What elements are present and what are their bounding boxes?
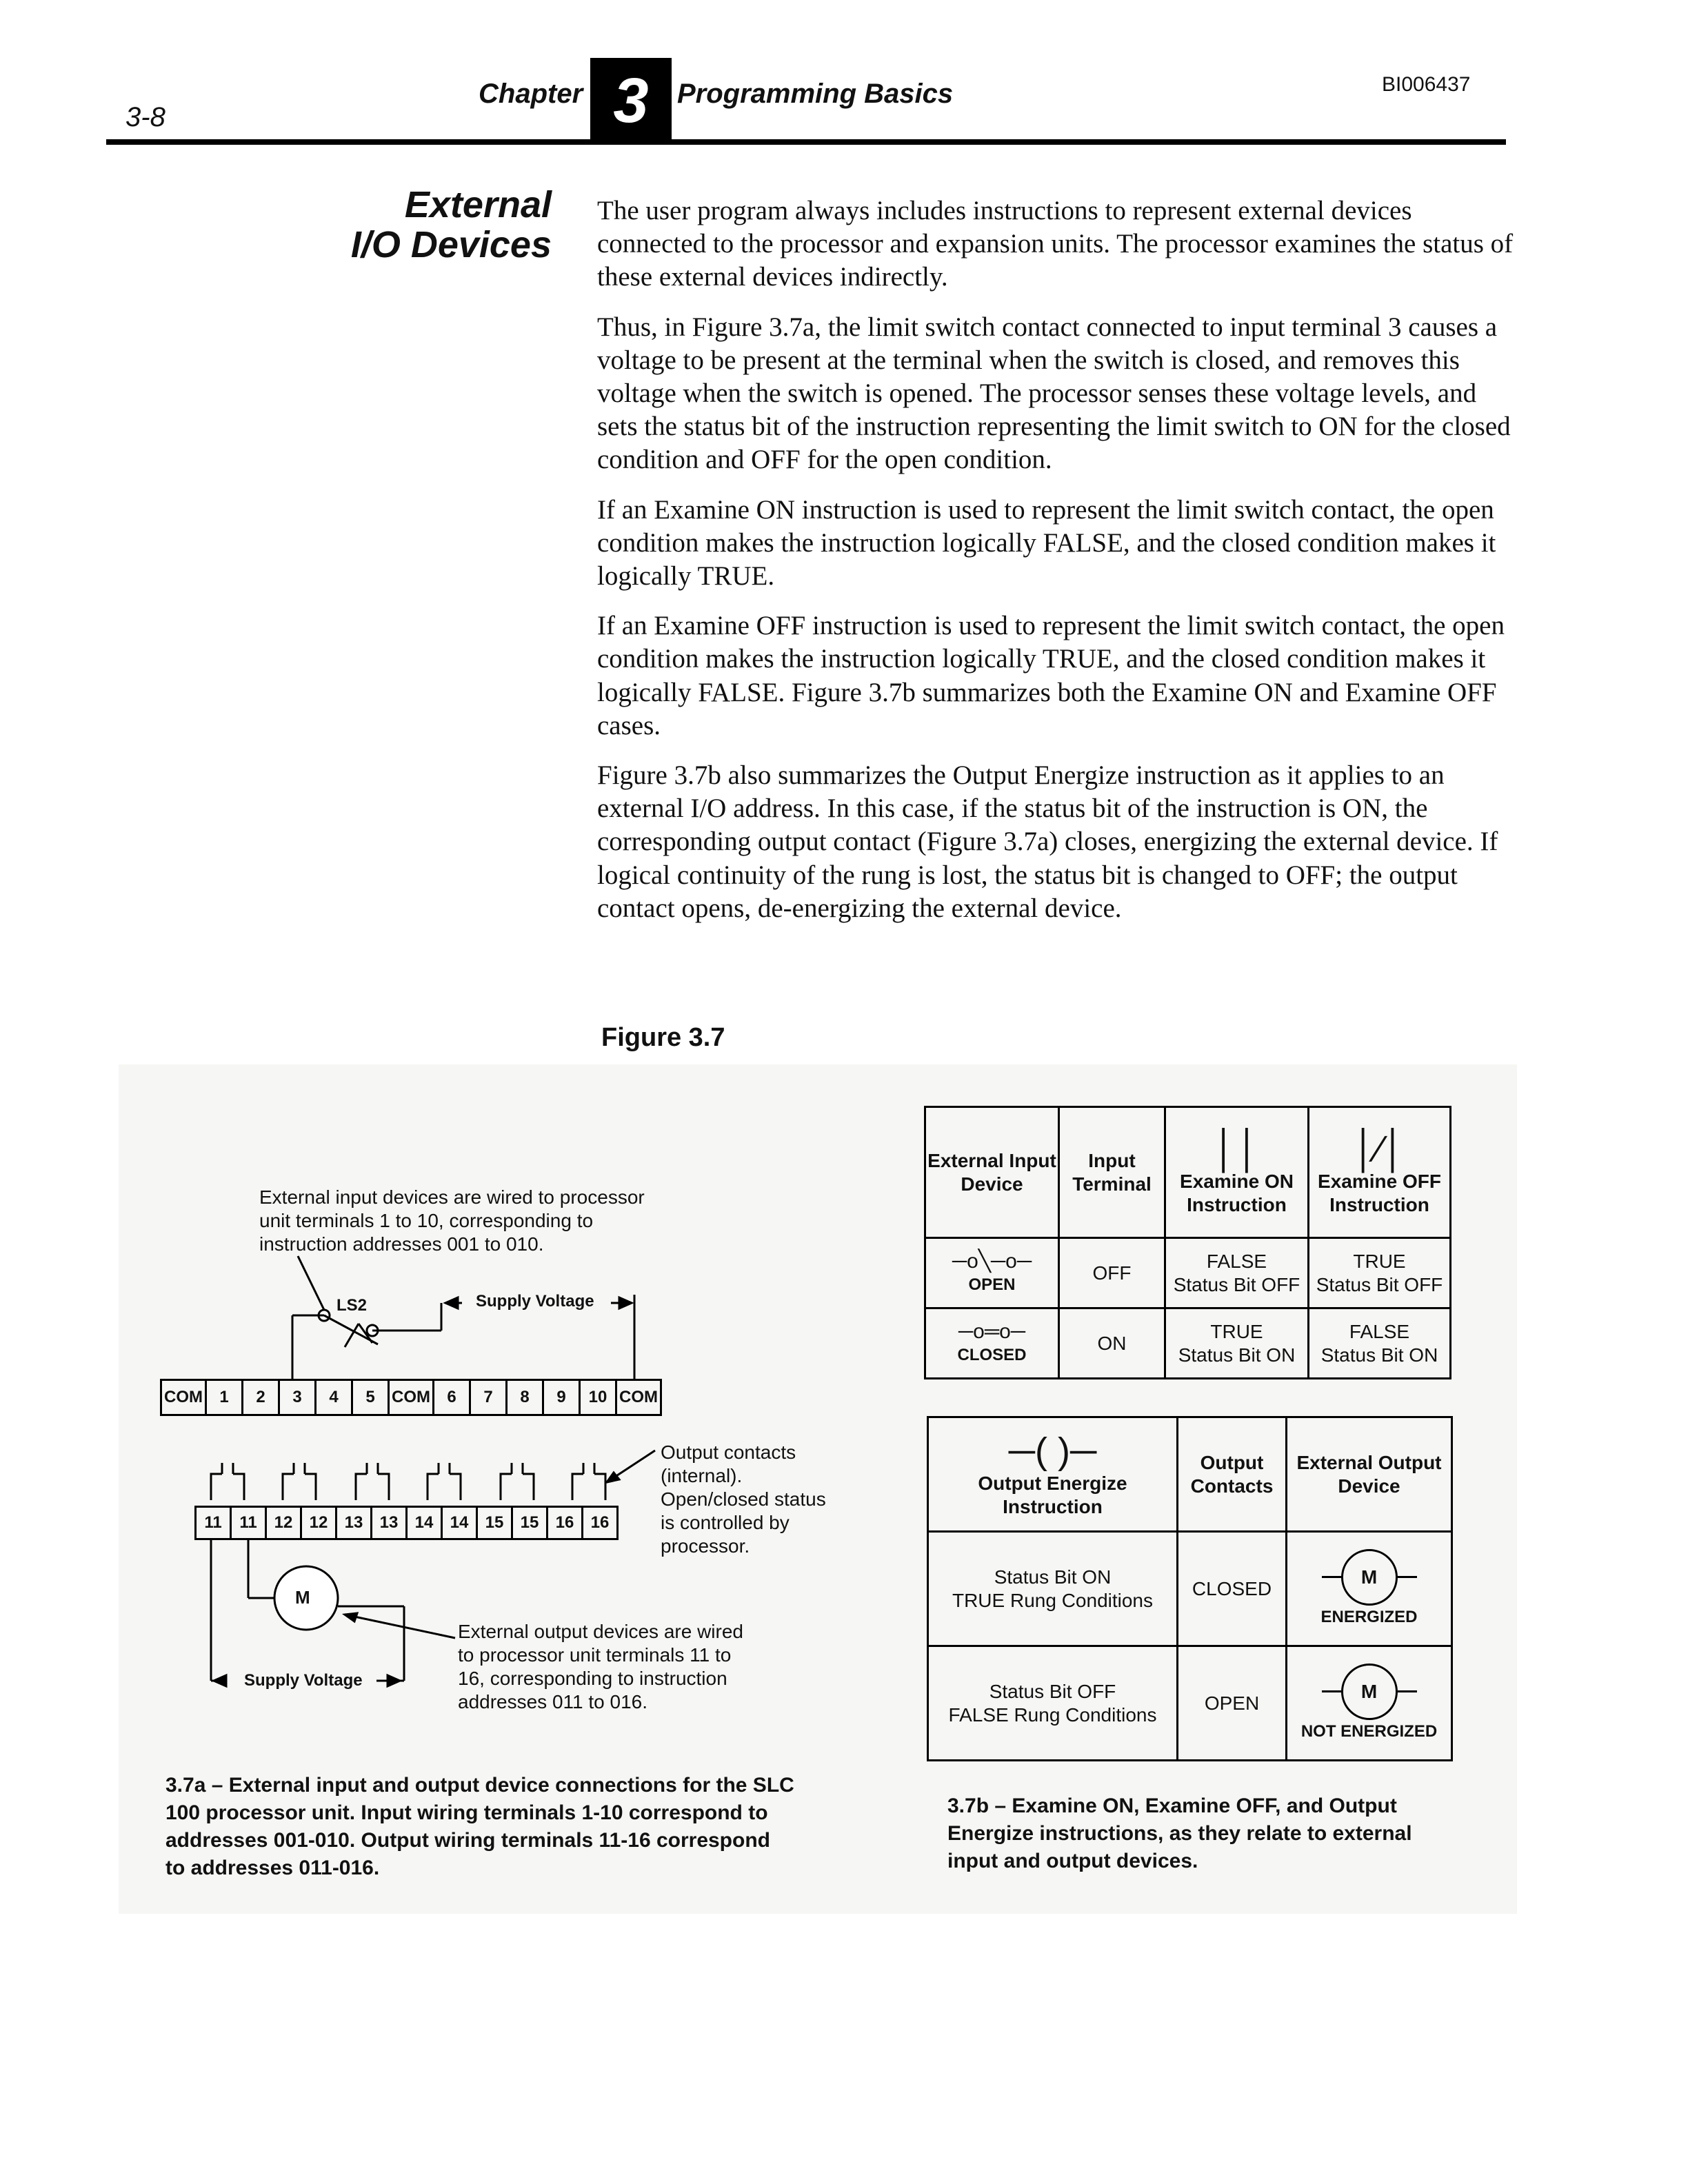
input-instruction-table bbox=[924, 1106, 1451, 1379]
header-examine-off: │∕│ Examine OFF Instruction bbox=[1309, 1107, 1451, 1238]
supply-arrow-bottom-left bbox=[214, 1675, 226, 1686]
output-terminal: 16 bbox=[548, 1506, 583, 1540]
output-terminal: 15 bbox=[513, 1506, 548, 1540]
input-terminal: 4 bbox=[316, 1379, 353, 1416]
table-row: Status Bit OFF FALSE Rung Conditions OPEN M NOT ENERGIZED bbox=[928, 1646, 1452, 1761]
supply-voltage-bottom-label: Supply Voltage bbox=[244, 1671, 363, 1690]
table-row: ─o╲─o─ OPEN OFF FALSE Status Bit OFF TRUE Status Bit OFF bbox=[925, 1238, 1451, 1308]
motor-label: M bbox=[295, 1587, 310, 1608]
input-terminal: 7 bbox=[471, 1379, 508, 1416]
output-instruction-table bbox=[927, 1416, 1453, 1761]
input-terminal: COM bbox=[390, 1379, 434, 1416]
table-row: ─o═o─ CLOSED ON TRUE Status Bit ON FALSE Status Bit ON bbox=[925, 1308, 1451, 1379]
body-paragraph: Thus, in Figure 3.7a, the limit switch contact connected to input terminal 3 causes a voltage to be present at the terminal when the switch is closed, and removes this voltage when the switch is opened. The processor senses these voltage levels, and sets the status bit of the instruction representing the limit switch to ON for the closed condition and OFF for the open condition. bbox=[597, 312, 1511, 475]
output-energize-symbol-icon: ─( )─ bbox=[1008, 1430, 1097, 1472]
header-external-input-device: External Input Device bbox=[925, 1107, 1059, 1238]
header-external-output-device: External Output Device bbox=[1287, 1417, 1452, 1532]
output-wiring-note: External output devices are wired to processor unit terminals 11 to 16, corresponding to instruction addresses 011 to 016. bbox=[458, 1621, 743, 1712]
input-terminal: 3 bbox=[280, 1379, 316, 1416]
output-contacts-note: Output contacts (internal). Open/closed status is controlled by processor. bbox=[661, 1442, 826, 1557]
input-terminal: COM bbox=[162, 1379, 207, 1416]
output-contact-symbols bbox=[211, 1463, 605, 1500]
header-output-contacts: Output Contacts bbox=[1178, 1417, 1287, 1532]
output-note-leader bbox=[345, 1615, 455, 1638]
supply-voltage-top-label: Supply Voltage bbox=[476, 1292, 594, 1311]
input-terminal: 2 bbox=[243, 1379, 280, 1416]
figure-label: Figure 3.7 bbox=[601, 1023, 725, 1052]
chapter-number-box: 3 bbox=[590, 58, 672, 143]
figure-a-caption: 3.7a – External input and output device connections for the SLC 100 processor unit. Input wiring terminals 1-10 correspond to addresses 001-010. Output wiring terminals 11-16 correspond to addresses 011-016. bbox=[165, 1774, 794, 1879]
input-terminal: 8 bbox=[508, 1379, 544, 1416]
input-terminal: 6 bbox=[434, 1379, 471, 1416]
not-energized-device-cell: M NOT ENERGIZED bbox=[1287, 1646, 1452, 1761]
output-terminal: 13 bbox=[372, 1506, 408, 1540]
motor-energized-icon: M bbox=[1287, 1549, 1451, 1606]
output-terminal: 16 bbox=[583, 1506, 619, 1540]
header-output-energize: ─( )─ Output Energize Instruction bbox=[928, 1417, 1178, 1532]
input-terminal: COM bbox=[617, 1379, 662, 1416]
output-terminal: 15 bbox=[478, 1506, 513, 1540]
body-paragraph: Figure 3.7b also summarizes the Output Energize instruction as it applies to an external I/O address. In this case, if the status bit of the instruction is ON, the corresponding output contact (Figure 3.7a) closes, energizing the external device. If logical continuity of the rung is lost, the status bit is changed to OFF; the output contact opens, de-energizing the external device. bbox=[597, 760, 1498, 923]
header-examine-on: ││ Examine ON Instruction bbox=[1165, 1107, 1309, 1238]
input-terminal: 5 bbox=[353, 1379, 390, 1416]
header-input-terminal: Input Terminal bbox=[1059, 1107, 1165, 1238]
supply-arrow-top-left bbox=[445, 1297, 458, 1308]
figure-b-caption: 3.7b – Examine ON, Examine OFF, and Output Energize instructions, as they relate to external input and output devices. bbox=[947, 1794, 1412, 1872]
body-paragraph: If an Examine ON instruction is used to represent the limit switch contact, the open condition makes the instruction logically FALSE, and the closed condition makes it logically TRUE. bbox=[597, 494, 1496, 592]
input-wiring-note: External input devices are wired to processor unit terminals 1 to 10, corresponding to instruction addresses 001 to 010. bbox=[259, 1186, 645, 1255]
output-terminal: 12 bbox=[302, 1506, 337, 1540]
output-terminal: 13 bbox=[337, 1506, 372, 1540]
supply-arrow-top-right bbox=[619, 1297, 632, 1308]
open-switch-icon: ─o╲─o─ bbox=[952, 1249, 1032, 1273]
input-terminal: 9 bbox=[544, 1379, 581, 1416]
input-note-leader bbox=[298, 1256, 324, 1310]
input-terminal: 10 bbox=[581, 1379, 617, 1416]
output-terminal: 14 bbox=[408, 1506, 443, 1540]
examine-on-symbol-icon: ││ bbox=[1213, 1128, 1260, 1170]
motor-not-energized-icon: M bbox=[1287, 1664, 1451, 1720]
supply-arrow-bottom-right bbox=[388, 1675, 400, 1686]
body-paragraph: The user program always includes instructions to represent external devices connected to the processor and expansion units. The processor examines the status of these external devices indirectly. bbox=[597, 196, 1514, 292]
open-device-cell: ─o╲─o─ OPEN bbox=[925, 1238, 1059, 1308]
input-terminal: 1 bbox=[207, 1379, 243, 1416]
document-id: BI006437 bbox=[1382, 73, 1471, 96]
output-terminal: 11 bbox=[232, 1506, 267, 1540]
chapter-label: Chapter bbox=[479, 79, 583, 109]
output-terminal: 11 bbox=[197, 1506, 232, 1540]
output-terminal: 14 bbox=[443, 1506, 478, 1540]
closed-device-cell: ─o═o─ CLOSED bbox=[925, 1308, 1059, 1379]
output-terminal: 12 bbox=[267, 1506, 302, 1540]
closed-switch-icon: ─o═o─ bbox=[958, 1320, 1026, 1343]
section-heading-line-2: I/O Devices bbox=[350, 224, 552, 265]
table-row: Status Bit ON TRUE Rung Conditions CLOSED M ENERGIZED bbox=[928, 1532, 1452, 1646]
body-paragraph: If an Examine OFF instruction is used to represent the limit switch contact, the open condition makes the instruction logically TRUE, and the closed condition makes it logically FALSE. Figure 3.7b summarizes both the Examine ON and Examine OFF cases. bbox=[597, 611, 1505, 740]
output-terminal-strip bbox=[194, 1506, 619, 1540]
energized-device-cell: M ENERGIZED bbox=[1287, 1532, 1452, 1646]
chapter-title: Programming Basics bbox=[677, 79, 954, 109]
examine-off-symbol-icon: │∕│ bbox=[1353, 1128, 1406, 1170]
section-heading-line-1: External bbox=[404, 184, 552, 225]
input-terminal-strip bbox=[160, 1379, 662, 1416]
page-number: 3-8 bbox=[125, 102, 165, 132]
ls2-label: LS2 bbox=[336, 1296, 368, 1315]
